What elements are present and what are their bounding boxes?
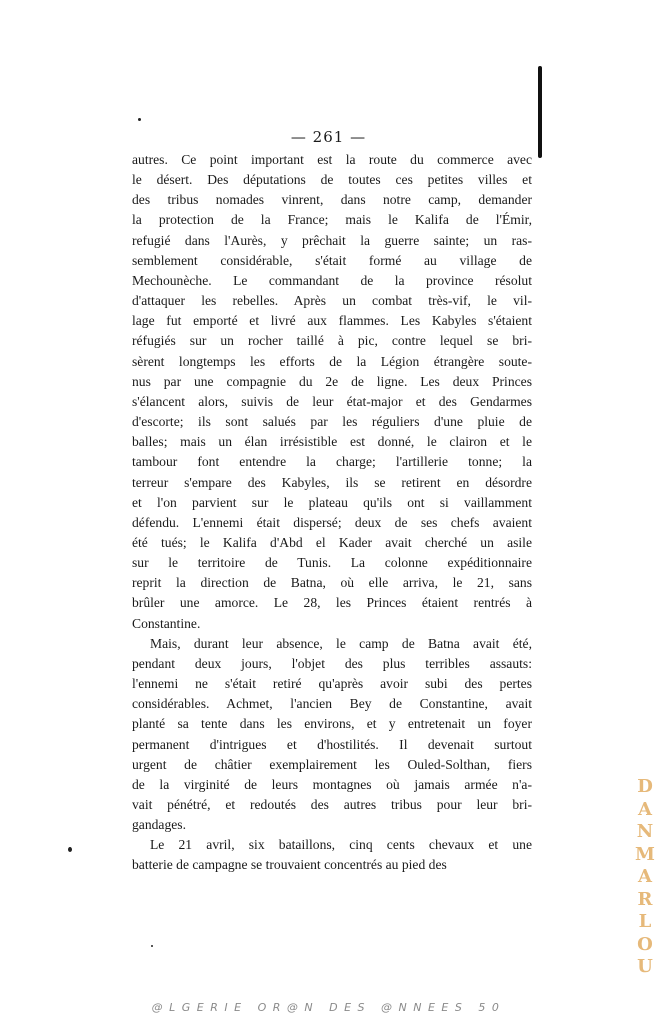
body-text — [132, 150, 532, 876]
page-number: — 261 — — [290, 128, 367, 146]
ink-speck — [138, 118, 141, 121]
text-line: d'escorte; ils sont salués par les réguliers d'une pluie de — [132, 414, 532, 430]
text-line: Mais, durant leur absence, le camp de Batna avait été, — [150, 635, 532, 651]
text-line: gandages. — [132, 817, 186, 833]
text-line: considérables. Achmet, l'ancien Bey de Constantine, avait — [132, 696, 532, 712]
text-line: s'élancent alors, suivis de leur état-major et des Gendarmes — [132, 393, 532, 409]
ink-speck — [151, 945, 153, 947]
text-line: sur le territoire de Tunis. La colonne expéditionnaire — [132, 555, 532, 571]
watermark-letter: A — [638, 798, 652, 820]
side-watermark — [634, 776, 656, 979]
text-line: le désert. Des députations de toutes ces petites villes et — [132, 172, 532, 188]
text-line: tambour font entendre la charge; l'artillerie tonne; la — [132, 454, 532, 470]
ink-speck — [68, 847, 72, 852]
text-line: lage fut emporté et livré aux flammes. Les Kabyles s'étaient — [132, 313, 532, 329]
text-line: brûler une amorce. Le 28, les Princes étaient rentrés à — [132, 595, 532, 611]
text-line: été tués; le Kalifa d'Abd el Kader avait cherché un asile — [132, 534, 532, 550]
text-line: Constantine. — [132, 615, 201, 631]
text-line: l'ennemi ne s'était retiré qu'après avoir subi des pertes — [132, 676, 532, 692]
watermark-letter: A — [638, 866, 652, 887]
text-line: batterie de campagne se trouvaient concentrés au pied des — [132, 857, 447, 873]
text-line: pendant deux jours, l'objet des plus terribles assauts: — [132, 655, 532, 671]
text-line: des tribus nomades vinrent, dans notre camp, demander — [132, 192, 532, 208]
text-line: urgent de châtier exemplairement les Ouled-Solthan, fiers — [132, 756, 532, 772]
footer-watermark: @LGERIE OR@N DES @NNEES 50 — [151, 1001, 506, 1014]
text-line: sèrent longtemps les efforts de la Légion étrangère soute- — [132, 353, 532, 369]
watermark-letter: D — [637, 776, 653, 797]
watermark-letter: N — [636, 821, 654, 842]
text-line: vait pénétré, et redoutés des autres tribus pour leur bri- — [132, 797, 532, 812]
text-line: de la virginité de leurs montagnes où jamais armée n'a- — [132, 776, 532, 792]
text-line: balles; mais un élan irrésistible est donné, le clairon et le — [132, 434, 532, 450]
text-line: d'attaquer les rebelles. Après un combat très-vif, le vil- — [132, 293, 532, 309]
watermark-letter: R — [637, 888, 653, 910]
text-line: Le 21 avril, six bataillons, cinq cents chevaux et une — [150, 837, 532, 853]
text-line: reprit la direction de Batna, où elle arriva, le 21, sans — [132, 575, 532, 591]
text-line: Mechounèche. Le commandant de la province résolut — [132, 272, 532, 288]
text-line: nus par une compagnie du 2e de ligne. Les deux Princes — [132, 373, 532, 389]
text-line: refugié dans l'Aurès, y prêchait la guerre sainte; un ras- — [132, 232, 532, 248]
text-line: planté sa tente dans les environs, et y entretenait un foyer — [132, 716, 532, 732]
text-line: semblement considérable, s'était formé au village de — [132, 252, 532, 268]
watermark-letter: O — [637, 933, 653, 955]
text-line: autres. Ce point important est la route du commerce avec — [132, 152, 532, 167]
text-line: et l'on parvient sur le plateau qu'ils ont si vaillamment — [132, 494, 532, 510]
text-line: défendu. L'ennemi était dispersé; deux de ses chefs avaient — [132, 514, 532, 530]
text-line: la protection de la France; mais le Kalifa de l'Émir, — [132, 212, 532, 228]
watermark-letter: U — [637, 956, 653, 977]
watermark-letter: M — [635, 843, 655, 865]
text-line: permanent d'intrigues et d'hostilités. Il devenait surtout — [132, 736, 532, 752]
text-line: terreur s'empare des Kabyles, ils se retirent en désordre — [132, 474, 532, 490]
text-line: réfugiés sur un rocher taillé à pic, contre lequel se bri- — [132, 333, 532, 349]
watermark-letter: L — [638, 911, 652, 932]
